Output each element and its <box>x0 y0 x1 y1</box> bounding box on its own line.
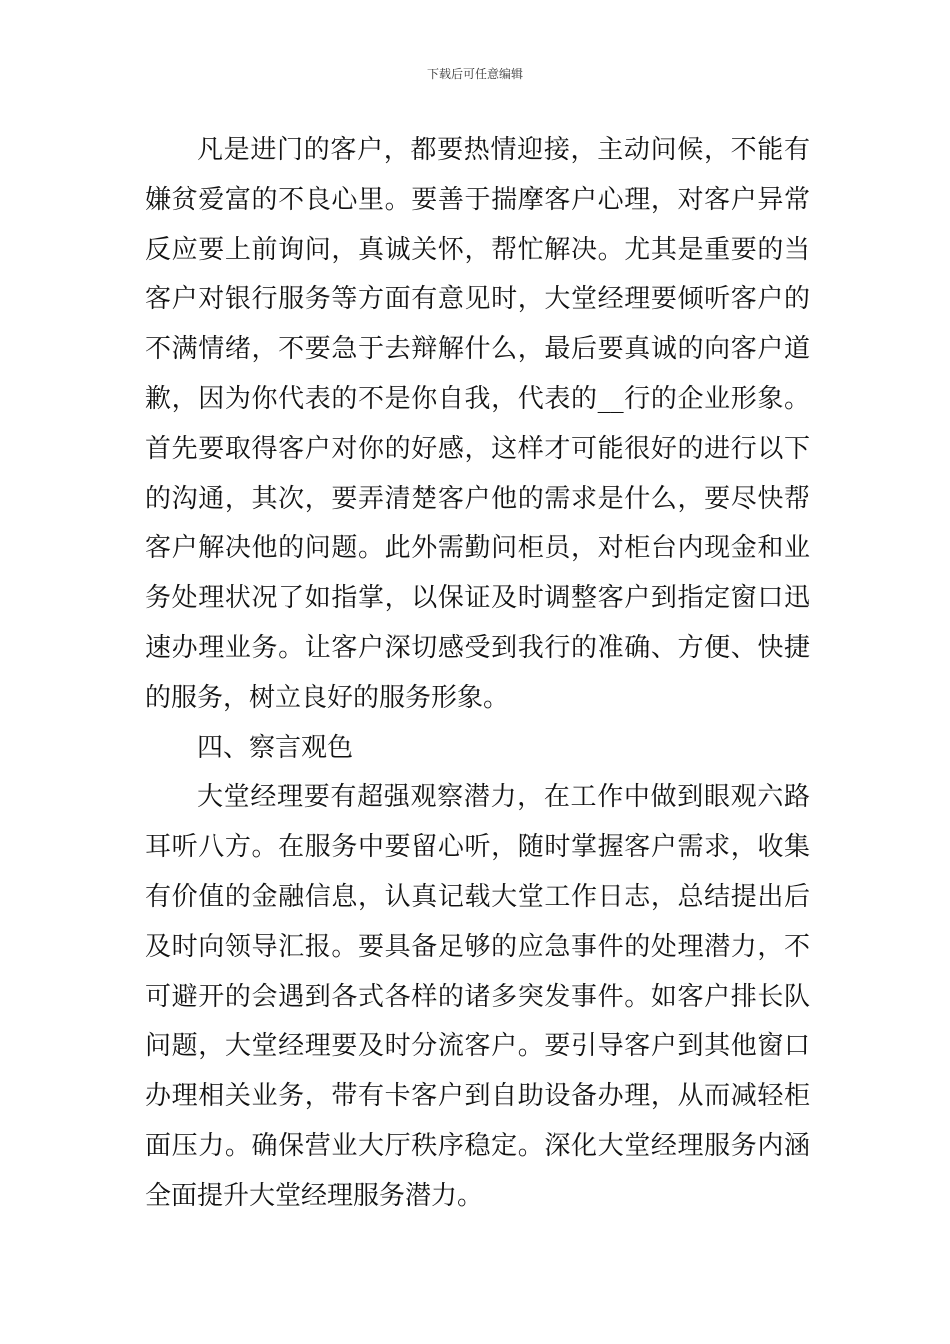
section-heading: 四、察言观色 <box>197 732 354 763</box>
document-body <box>145 126 810 1222</box>
paragraph-service-attitude: 凡是进门的客户，都要热情迎接，主动问候，不能有嫌贫爱富的不良心里。要善于揣摩客户心理，对客户异常反应要上前询问，真诚关怀，帮忙解决。尤其是重要的当客户对银行服务等方面有意见时，大堂经理要倾听客户的不满情绪，不要急于去辩解什么，最后要真诚的向客户道歉，因为你代表的不是你自我，代表的__行的企业形象。首先要取得客户对你的好感，这样才可能很好的进行以下的沟通，其次，要弄清楚客户他的需求是什么，要尽快帮客户解决他的问题。此外需勤问柜员，对柜台内现金和业务处理状况了如指掌，以保证及时调整客户到指定窗口迅速办理业务。让客户深切感受到我行的准确、方便、快捷的服务，树立良好的服务形象。 <box>145 135 810 713</box>
paragraph-observation: 大堂经理要有超强观察潜力，在工作中做到眼观六路耳听八方。在服务中要留心听，随时掌握客户需求，收集有价值的金融信息，认真记载大堂工作日志，总结提出后及时向领导汇报。要具备足够的应急事件的处理潜力，不可避开的会遇到各式各样的诸多突发事件。如客户排长队问题，大堂经理要及时分流客户。要引导客户到其他窗口办理相关业务，带有卡客户到自助设备办理，从而减轻柜面压力。确保营业大厅秩序稳定。深化大堂经理服务内涵全面提升大堂经理服务潜力。 <box>145 782 810 1211</box>
page-header: 下载后可任意编辑 <box>426 67 523 81</box>
